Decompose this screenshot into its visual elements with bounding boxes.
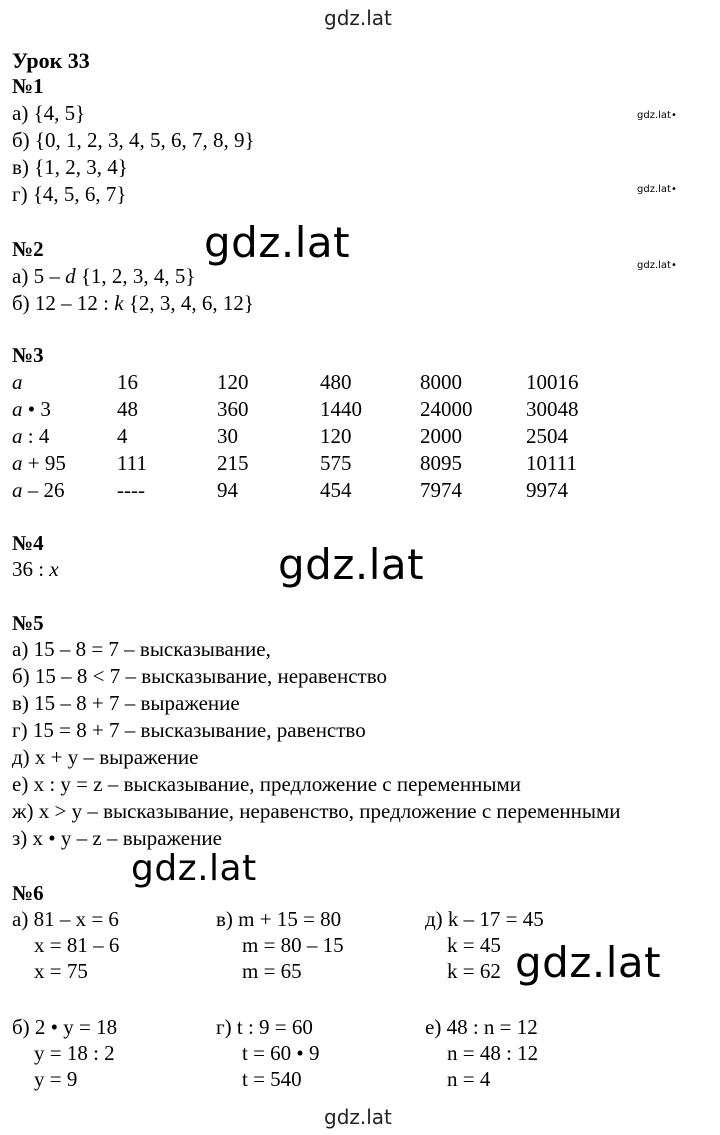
task3-cell: 1440 [320, 397, 362, 421]
task2-line-b: б) 12 – 12 : k {2, 3, 4, 6, 12} [12, 291, 255, 315]
task5-line: б) 15 – 8 < 7 – высказывание, неравенство [12, 664, 387, 688]
task6-block-d: д) k – 17 = 45 k = 45 k = 62 [425, 907, 544, 983]
task3-cell: 16 [117, 370, 138, 394]
watermark-top: gdz.lat [324, 6, 392, 30]
task3-cell: 94 [217, 478, 238, 502]
task3-row [12, 369, 636, 396]
task3-row-label: a – 26 [12, 478, 65, 502]
watermark-big: gdz.lat [278, 540, 425, 589]
task3-cell: 9974 [526, 478, 568, 502]
task5-line: в) 15 – 8 + 7 – выражение [12, 691, 240, 715]
task3-row-label: a + 95 [12, 451, 66, 475]
watermark-big: gdz.lat [204, 218, 351, 267]
task3-cell: 30048 [526, 397, 579, 421]
task3-row [12, 396, 636, 423]
task3-cell: 10016 [526, 370, 579, 394]
task5-line: ж) x > y – высказывание, неравенство, предложение с переменными [12, 799, 621, 823]
task3-cell: 454 [320, 478, 352, 502]
task3-cell: 120 [217, 370, 249, 394]
task3-row [12, 477, 636, 504]
task3-row-label: a : 4 [12, 424, 50, 448]
task5-line: з) x • y – z – выражение [12, 826, 222, 850]
task4-line: 36 : x [12, 557, 59, 581]
task3-cell: ---- [117, 478, 145, 502]
task3-cell: 48 [117, 397, 138, 421]
task1-line: а) {4, 5} [12, 101, 86, 125]
task6-block-v: в) m + 15 = 80 m = 80 – 15 m = 65 [216, 907, 344, 983]
task3-row-label: a [12, 370, 23, 394]
task3-cell: 2504 [526, 424, 568, 448]
task3-cell: 480 [320, 370, 352, 394]
task4-title: №4 [12, 531, 44, 555]
task1-line: в) {1, 2, 3, 4} [12, 155, 128, 179]
task6-block-g: г) t : 9 = 60 t = 60 • 9 t = 540 [216, 1015, 320, 1091]
task5-line: а) 15 – 8 = 7 – высказывание, [12, 637, 271, 661]
task2-line-a: а) 5 – d {1, 2, 3, 4, 5} [12, 264, 196, 288]
task6-block-e: е) 48 : n = 12 n = 48 : 12 n = 4 [425, 1015, 539, 1091]
task3-cell: 2000 [420, 424, 462, 448]
watermark-bottom: gdz.lat [324, 1105, 392, 1129]
task3-table [12, 369, 636, 504]
task3-cell: 24000 [420, 397, 473, 421]
task3-row [12, 423, 636, 450]
task1-line: б) {0, 1, 2, 3, 4, 5, 6, 7, 8, 9} [12, 128, 255, 152]
watermark-small: gdz.lat• [637, 260, 677, 271]
watermark-big: gdz.lat [131, 848, 257, 889]
task3-row [12, 450, 636, 477]
task5-title: №5 [12, 611, 44, 635]
task3-title: №3 [12, 343, 44, 367]
task6-block-a: а) 81 – x = 6 x = 81 – 6 x = 75 [12, 907, 120, 983]
task3-cell: 215 [217, 451, 249, 475]
task2-title: №2 [12, 237, 44, 261]
watermark-small: gdz.lat• [637, 110, 677, 121]
task5-line: г) 15 = 8 + 7 – высказывание, равенство [12, 718, 366, 742]
task3-cell: 30 [217, 424, 238, 448]
lesson-title: Урок 33 [12, 48, 90, 73]
task3-cell: 10111 [526, 451, 577, 475]
watermark-small: gdz.lat• [637, 184, 677, 195]
task6-block-b: б) 2 • y = 18 y = 18 : 2 y = 9 [12, 1015, 118, 1091]
task3-cell: 4 [117, 424, 128, 448]
task1-title: №1 [12, 74, 44, 98]
task5-line: д) x + y – выражение [12, 745, 199, 769]
task3-cell: 575 [320, 451, 352, 475]
task6-title: №6 [12, 881, 44, 905]
watermark-big: gdz.lat [515, 938, 662, 987]
task1-line: г) {4, 5, 6, 7} [12, 182, 127, 206]
task3-cell: 360 [217, 397, 249, 421]
task3-row-label: a • 3 [12, 397, 51, 421]
task3-cell: 8000 [420, 370, 462, 394]
task3-cell: 8095 [420, 451, 462, 475]
task3-cell: 111 [117, 451, 147, 475]
task3-cell: 7974 [420, 478, 462, 502]
task5-line: е) x : y = z – высказывание, предложение с переменными [12, 772, 521, 796]
task3-cell: 120 [320, 424, 352, 448]
